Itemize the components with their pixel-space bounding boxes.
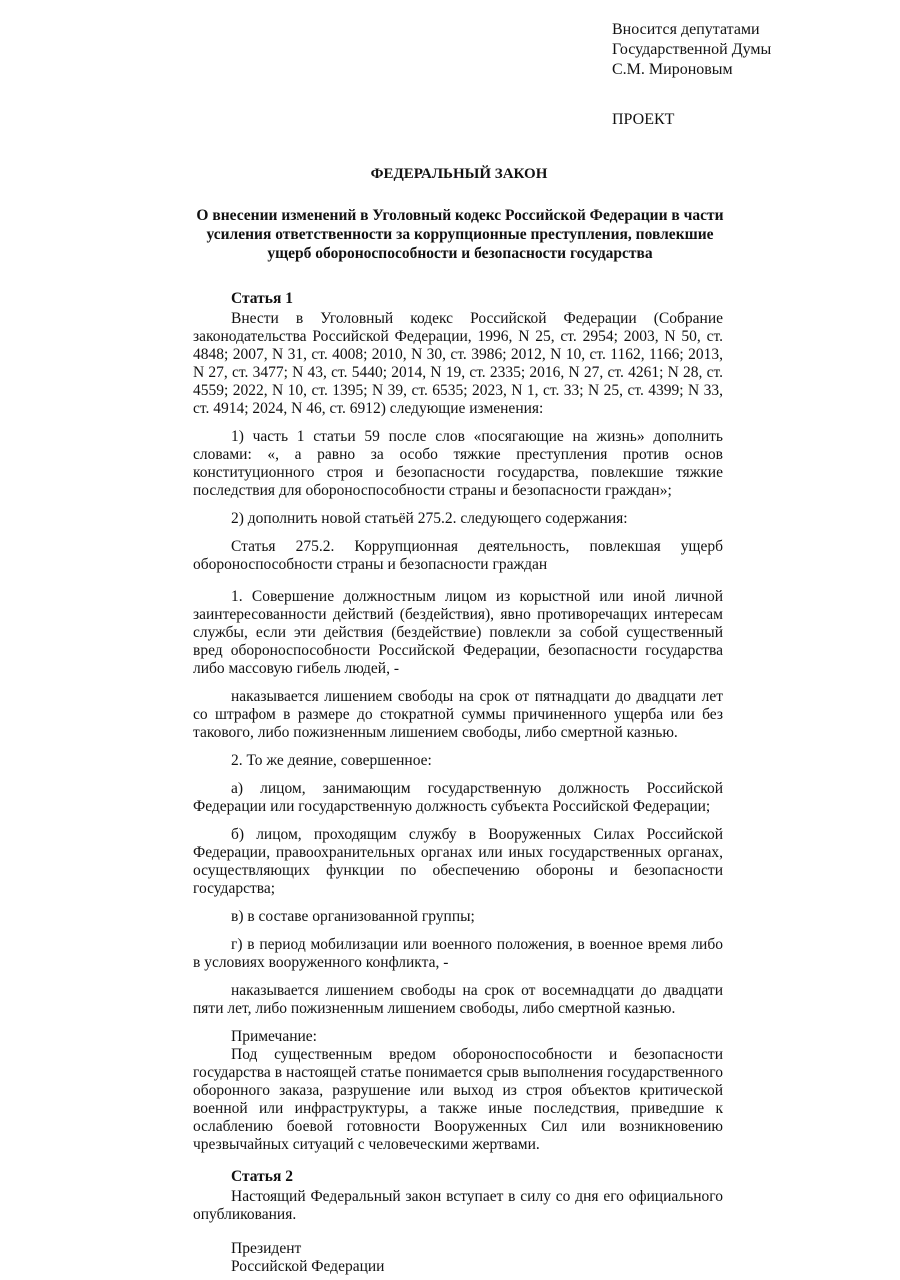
note-label: Примечание:	[231, 1028, 317, 1045]
law-title: О внесении изменений в Уголовный кодекс Российской Федерации в части усиления ответственности за коррупционные преступления, повлекшие ущерб обороноспособности и безопасности государства	[196, 207, 724, 262]
article-2-text: Настоящий Федеральный закон вступает в силу со дня его официального опубликования.	[193, 1188, 723, 1223]
amendment-item-1: 1) часть 1 статьи 59 после слов «посягающие на жизнь» дополнить словами: «, а равно за особо тяжкие преступления против основ конституционного строя и безопасности государства, повлекшие тяжкие последствия для обороноспособности страны и безопасности граждан»;	[193, 428, 723, 499]
part-2-item-b: б) лицом, проходящим службу в Вооруженных Силах Российской Федерации, правоохранительных органах или иных государственных органах, осуществляющих функции по обеспечению обороны и безопасности государства;	[193, 826, 723, 897]
signature-title: Президент	[231, 1240, 302, 1257]
part-2-penalty: наказывается лишением свободы на срок от восемнадцати до двадцати пяти лет, либо пожизненным лишением свободы, либо смертной казнью.	[193, 982, 723, 1017]
sponsor-line: Государственной Думы	[612, 41, 772, 58]
sponsor-line: С.М. Мироновым	[612, 61, 733, 78]
part-2-item-d: г) в период мобилизации или военного положения, в военное время либо в условиях вооруженного конфликта, -	[193, 936, 723, 971]
law-type-heading: ФЕДЕРАЛЬНЫЙ ЗАКОН	[370, 166, 548, 182]
article-1-heading: Статья 1	[231, 290, 293, 307]
part-1-penalty: наказывается лишением свободы на срок от пятнадцати до двадцати лет со штрафом в размере до стократной суммы причиненного ущерба или без такового, либо пожизненным лишением свободы, либо смертной казнью.	[193, 688, 723, 741]
sponsor-block	[612, 20, 771, 80]
article-1-intro: Внести в Уголовный кодекс Российской Федерации (Собрание законодательства Российской Федерации, 1996, N 25, ст. 2954; 2003, N 50, ст. 4848; 2007, N 31, ст. 4008; 2010, N 30, ст. 3986; 2012, N 10, ст. 1162, 1166; 2013, N 27, ст. 3477; N 43, ст. 5440; 2014, N 19, ст. 2335; 2016, N 27, ст. 4261; N 28, ст. 4559; 2022, N 10, ст. 1395; N 39, ст. 6535; 2023, N 1, ст. 33; N 25, ст. 4399; N 33, ст. 4914; 2024, N 46, ст. 6912) следующие изменения:	[193, 310, 723, 417]
signature-block	[231, 1240, 723, 1276]
draft-label: ПРОЕКТ	[612, 111, 675, 128]
part-1-text: 1. Совершение должностным лицом из корыстной или иной личной заинтересованности действий (бездействия), явно противоречащих интересам службы, если эти действия (бездействие) повлекли за собой существенный вред обороноспособности Российской Федерации, безопасности государства либо массовую гибель людей, -	[193, 588, 723, 677]
note-text: Под существенным вредом обороноспособности и безопасности государства в настоящей статье понимается срыв выполнения государственного оборонного заказа, разрушение или выход из строя объектов критической военной или инфраструктуры, а также иные последствия, приведшие к ослаблению боевой готовности Вооруженных Сил или возникновению чрезвычайных ситуаций с человеческими жертвами.	[193, 1046, 723, 1153]
new-article-title: Статья 275.2. Коррупционная деятельность, повлекшая ущерб обороноспособности страны и безопасности граждан	[193, 538, 723, 573]
part-2-text: 2. То же деяние, совершенное:	[231, 752, 432, 769]
article-2-heading: Статья 2	[231, 1168, 293, 1185]
part-2-item-a: а) лицом, занимающим государственную должность Российской Федерации или государственную должность субъекта Российской Федерации;	[193, 780, 723, 815]
amendment-item-2: 2) дополнить новой статьёй 275.2. следующего содержания:	[231, 510, 628, 527]
signature-org: Российской Федерации	[231, 1258, 385, 1275]
part-2-item-c: в) в составе организованной группы;	[231, 908, 475, 925]
document-body	[193, 290, 723, 1276]
sponsor-line: Вносится депутатами	[612, 21, 760, 38]
